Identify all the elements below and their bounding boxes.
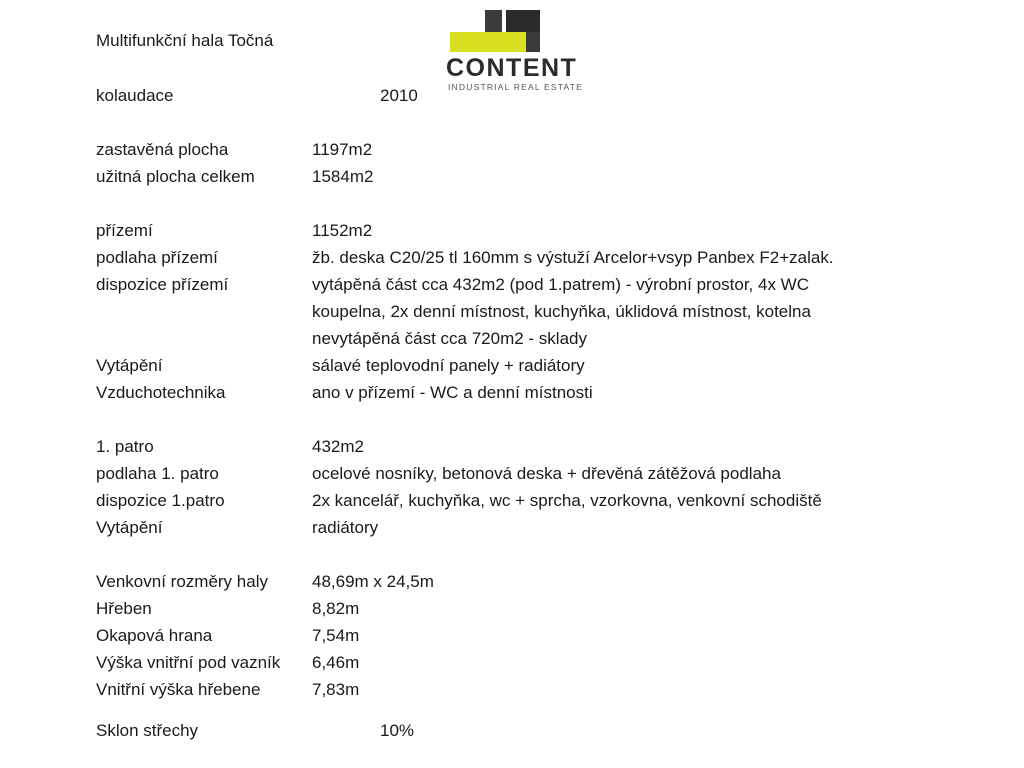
spec-value: 10% <box>380 721 415 740</box>
spec-label: dispozice 1.patro <box>96 491 225 510</box>
spec-value: ocelové nosníky, betonová deska + dřevěná zátěžová podlaha <box>312 464 781 483</box>
spec-label: Venkovní rozměry haly <box>96 572 268 591</box>
spec-row-uzitna-plocha <box>96 163 976 190</box>
spec-row-vytapeni-prizemi <box>96 352 976 379</box>
spec-label: 1. patro <box>96 437 154 456</box>
spec-value: 7,54m <box>312 626 360 645</box>
spec-label: Sklon střechy <box>96 721 199 740</box>
spec-row-dispozice-prvni-patro <box>96 487 976 514</box>
spec-value: 432m2 <box>312 437 364 456</box>
logo-wordmark: CONTENT <box>446 54 578 82</box>
spec-value: vytápěná část cca 432m2 (pod 1.patrem) - výrobní prostor, 4x WC <box>312 275 809 294</box>
spec-row-dispozice-prizemi-cont-1 <box>96 298 976 325</box>
spec-value: 2x kancelář, kuchyňka, wc + sprcha, vzorkovna, venkovní schodiště <box>312 491 822 510</box>
logo-tagline: INDUSTRIAL REAL ESTATE <box>448 82 584 92</box>
spec-label: Hřeben <box>96 599 152 618</box>
spec-label: zastavěná plocha <box>96 140 229 159</box>
page-title: Multifunkční hala Točná <box>96 31 274 50</box>
spec-row-vytapeni-prvni-patro <box>96 514 976 541</box>
spec-row-podlaha-prizemi <box>96 244 976 271</box>
spec-row-okapova-hrana <box>96 622 976 649</box>
spec-row-vyska-pod-vaznik <box>96 649 976 676</box>
spacer <box>96 190 976 217</box>
spec-label: Okapová hrana <box>96 626 213 645</box>
spec-value: 8,82m <box>312 599 360 618</box>
spec-label: Vytápění <box>96 518 163 537</box>
spec-label: Vnitřní výška hřebene <box>96 680 261 699</box>
spacer <box>96 109 976 136</box>
spec-row-prizemi <box>96 217 976 244</box>
spec-label: dispozice přízemí <box>96 275 229 294</box>
spec-value: nevytápěná část cca 720m2 - sklady <box>312 329 587 348</box>
spec-row-vzduchotechnika <box>96 379 976 406</box>
specification-sheet <box>96 28 976 744</box>
spec-value: sálavé teplovodní panely + radiátory <box>312 356 585 375</box>
spec-label: podlaha 1. patro <box>96 464 219 483</box>
spec-value: 2010 <box>380 86 418 105</box>
spacer <box>96 406 976 433</box>
spec-row-sklon-strechy <box>96 717 976 744</box>
spec-label: kolaudace <box>96 86 174 105</box>
spec-row-hreben <box>96 595 976 622</box>
spec-value: 6,46m <box>312 653 360 672</box>
spec-row-dispozice-prizemi-cont-2 <box>96 325 976 352</box>
spec-label: Vzduchotechnika <box>96 383 226 402</box>
spec-row-venkovni-rozmery <box>96 568 976 595</box>
spec-label: užitná plocha celkem <box>96 167 255 186</box>
spec-value: 1584m2 <box>312 167 374 186</box>
spec-value: 48,69m x 24,5m <box>312 572 434 591</box>
spec-label: přízemí <box>96 221 153 240</box>
spec-value: ano v přízemí - WC a denní místnosti <box>312 383 593 402</box>
spec-label: podlaha přízemí <box>96 248 218 267</box>
spec-value: 1152m2 <box>312 221 373 240</box>
spacer <box>96 703 976 717</box>
spec-value: 1197m2 <box>312 140 373 159</box>
spec-label: Vytápění <box>96 356 163 375</box>
spacer <box>96 541 976 568</box>
spec-label: Výška vnitřní pod vazník <box>96 653 281 672</box>
spec-value: 7,83m <box>312 680 360 699</box>
spec-row-dispozice-prizemi <box>96 271 976 298</box>
spec-value: radiátory <box>312 518 379 537</box>
spec-row-vnitrni-vyska-hrebene <box>96 676 976 703</box>
spec-row-podlaha-prvni-patro <box>96 460 976 487</box>
spec-row-zastavena-plocha <box>96 136 976 163</box>
spec-row-prvni-patro <box>96 433 976 460</box>
spec-row-kolaudace <box>96 82 976 109</box>
spec-value: žb. deska C20/25 tl 160mm s výstuží Arcelor+vsyp Panbex F2+zalak. <box>312 248 834 267</box>
spec-value: koupelna, 2x denní místnost, kuchyňka, úklidová místnost, kotelna <box>312 302 811 321</box>
